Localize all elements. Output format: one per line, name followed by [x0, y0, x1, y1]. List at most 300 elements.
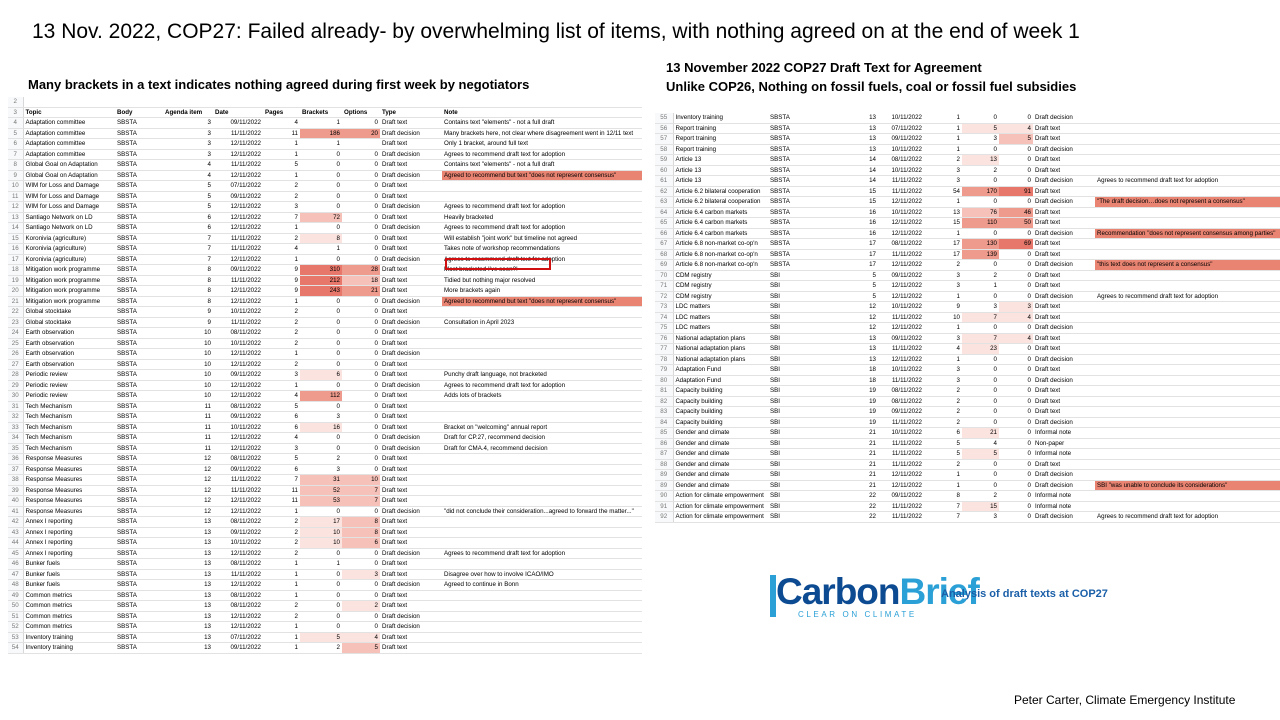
- options-cell: 8: [342, 527, 380, 538]
- pages-cell: 2: [263, 338, 300, 349]
- type-cell: Draft text: [380, 160, 442, 171]
- body-cell: SBSTA: [115, 202, 163, 213]
- note-cell: [442, 517, 642, 528]
- brackets-cell: 0: [962, 291, 999, 302]
- brackets-cell: 31: [300, 475, 342, 486]
- brackets-cell: 0: [300, 580, 342, 591]
- date-cell: 10/11/2022: [878, 365, 924, 376]
- row-number: 14: [8, 223, 23, 234]
- topic-cell: Earth observation: [23, 338, 115, 349]
- type-cell: Draft decision: [380, 433, 442, 444]
- note-cell: [442, 590, 642, 601]
- pages-cell: 1: [924, 323, 962, 334]
- options-cell: 0: [342, 296, 380, 307]
- pages-cell: 2: [263, 548, 300, 559]
- topic-cell: Adaptation committee: [23, 118, 115, 129]
- options-cell: 69: [999, 239, 1033, 250]
- type-cell: Draft decision: [1033, 512, 1095, 523]
- options-cell: 0: [342, 548, 380, 559]
- pages-cell: 3: [924, 333, 962, 344]
- agenda-cell: 13: [163, 527, 213, 538]
- brackets-cell: 0: [300, 223, 342, 234]
- date-cell: 12/11/2022: [213, 254, 263, 265]
- note-cell: [442, 464, 642, 475]
- table-row: [8, 328, 642, 339]
- options-cell: 0: [999, 396, 1033, 407]
- note-cell: Heavily bracketed: [442, 212, 642, 223]
- right-heading-line1: 13 November 2022 COP27 Draft Text for Agreement: [666, 60, 982, 75]
- options-cell: 0: [342, 443, 380, 454]
- body-cell: SBSTA: [768, 113, 830, 123]
- agenda-cell: 14: [830, 155, 878, 166]
- body-cell: SBSTA: [115, 454, 163, 465]
- date-cell: 12/11/2022: [878, 260, 924, 271]
- options-cell: 0: [342, 412, 380, 423]
- options-cell: 3: [342, 569, 380, 580]
- topic-cell: Koronivia (agriculture): [23, 233, 115, 244]
- note-cell: Agrees to recommend draft text for adoption: [1095, 512, 1280, 523]
- row-number: 7: [8, 149, 23, 160]
- table-row: [8, 496, 642, 507]
- date-cell: 12/11/2022: [878, 354, 924, 365]
- row-number: 84: [655, 417, 673, 428]
- date-cell: 08/11/2022: [878, 239, 924, 250]
- brackets-cell: 2: [300, 643, 342, 654]
- agenda-cell: 17: [830, 239, 878, 250]
- pages-cell: 7: [924, 512, 962, 523]
- body-cell: SBSTA: [115, 412, 163, 423]
- type-cell: Draft text: [380, 517, 442, 528]
- topic-cell: Article 6.4 carbon markets: [673, 228, 768, 239]
- table-row: [655, 144, 1280, 155]
- date-cell: 12/11/2022: [878, 281, 924, 292]
- table-row: [8, 643, 642, 654]
- table-row: [8, 611, 642, 622]
- agenda-cell: 10: [163, 380, 213, 391]
- table-row: [8, 527, 642, 538]
- note-cell: [1095, 113, 1280, 123]
- options-cell: 0: [999, 260, 1033, 271]
- agenda-cell: 21: [830, 438, 878, 449]
- date-cell: 10/11/2022: [878, 165, 924, 176]
- date-cell: 11/11/2022: [213, 128, 263, 139]
- table-row: [655, 396, 1280, 407]
- topic-cell: Bunker fuels: [23, 580, 115, 591]
- pages-cell: 6: [263, 422, 300, 433]
- brackets-cell: 110: [962, 218, 999, 229]
- body-cell: SBSTA: [115, 254, 163, 265]
- type-cell: Draft text: [1033, 165, 1095, 176]
- date-cell: 10/11/2022: [213, 538, 263, 549]
- note-cell: [1095, 417, 1280, 428]
- table-row: [8, 160, 642, 171]
- body-cell: SBI: [768, 449, 830, 460]
- agenda-cell: 5: [163, 191, 213, 202]
- type-cell: Draft text: [380, 632, 442, 643]
- options-cell: 0: [342, 611, 380, 622]
- body-cell: SBI: [768, 281, 830, 292]
- agenda-cell: 13: [163, 517, 213, 528]
- row-number: 40: [8, 496, 23, 507]
- date-cell: 12/11/2022: [213, 349, 263, 360]
- brackets-cell: 0: [962, 480, 999, 491]
- date-cell: 09/11/2022: [878, 407, 924, 418]
- topic-cell: Earth observation: [23, 328, 115, 339]
- table-row: [8, 233, 642, 244]
- table-row: [655, 249, 1280, 260]
- options-cell: 0: [999, 365, 1033, 376]
- brackets-cell: 23: [962, 344, 999, 355]
- brackets-cell: 0: [300, 307, 342, 318]
- date-cell: 11/11/2022: [878, 186, 924, 197]
- date-cell: 12/11/2022: [213, 380, 263, 391]
- note-cell: [1095, 144, 1280, 155]
- options-cell: 0: [342, 181, 380, 192]
- pages-cell: 1: [924, 134, 962, 145]
- type-cell: Draft text: [380, 475, 442, 486]
- body-cell: SBSTA: [768, 228, 830, 239]
- topic-cell: Koronivia (agriculture): [23, 244, 115, 255]
- pages-cell: 1: [263, 296, 300, 307]
- topic-cell: Article 6.8 non-market co-op'n: [673, 260, 768, 271]
- date-cell: 12/11/2022: [213, 443, 263, 454]
- options-cell: 18: [342, 275, 380, 286]
- brackets-cell: 130: [962, 239, 999, 250]
- body-cell: SBI: [768, 312, 830, 323]
- table-row: [8, 212, 642, 223]
- body-cell: SBSTA: [768, 155, 830, 166]
- note-cell: Agreed to recommend but text "does not represent consensus": [442, 170, 642, 181]
- type-cell: Draft text: [380, 569, 442, 580]
- row-number: 79: [655, 365, 673, 376]
- topic-cell: Gender and climate: [673, 449, 768, 460]
- note-cell: [442, 412, 642, 423]
- options-cell: 0: [999, 386, 1033, 397]
- topic-cell: WIM for Loss and Damage: [23, 181, 115, 192]
- row-number: 92: [655, 512, 673, 523]
- col-header: Brackets: [300, 107, 342, 118]
- pages-cell: 9: [263, 286, 300, 297]
- pages-cell: 2: [263, 527, 300, 538]
- row-number: 22: [8, 307, 23, 318]
- agenda-cell: 15: [830, 197, 878, 208]
- date-cell: 12/11/2022: [213, 611, 263, 622]
- date-cell: 11/11/2022: [213, 275, 263, 286]
- agenda-cell: 12: [163, 454, 213, 465]
- pages-cell: 2: [924, 407, 962, 418]
- note-cell: [1095, 270, 1280, 281]
- date-cell: 12/11/2022: [213, 622, 263, 633]
- table-row: [8, 401, 642, 412]
- table-row: [8, 317, 642, 328]
- date-cell: 09/11/2022: [213, 118, 263, 129]
- note-cell: [1095, 218, 1280, 229]
- body-cell: SBSTA: [768, 165, 830, 176]
- topic-cell: Report training: [673, 134, 768, 145]
- topic-cell: Mitigation work programme: [23, 296, 115, 307]
- body-cell: SBI: [768, 512, 830, 523]
- agenda-cell: 21: [830, 480, 878, 491]
- agenda-cell: 14: [830, 176, 878, 187]
- brackets-cell: 53: [300, 496, 342, 507]
- brackets-cell: 0: [300, 181, 342, 192]
- type-cell: Draft decision: [1033, 323, 1095, 334]
- body-cell: SBI: [768, 270, 830, 281]
- brackets-cell: 0: [300, 569, 342, 580]
- type-cell: Draft decision: [380, 349, 442, 360]
- note-cell: [1095, 396, 1280, 407]
- options-cell: [342, 139, 380, 150]
- note-cell: Draft for CP.27, recommend decision: [442, 433, 642, 444]
- agenda-cell: 13: [163, 569, 213, 580]
- table-row: [8, 244, 642, 255]
- note-cell: [1095, 470, 1280, 481]
- date-cell: 11/11/2022: [878, 312, 924, 323]
- agenda-cell: 13: [830, 354, 878, 365]
- body-cell: SBSTA: [768, 197, 830, 208]
- options-cell: 0: [342, 202, 380, 213]
- body-cell: SBI: [768, 333, 830, 344]
- row-number: 68: [655, 249, 673, 260]
- date-cell: 09/11/2022: [213, 265, 263, 276]
- body-cell: SBI: [768, 501, 830, 512]
- agenda-cell: 12: [163, 475, 213, 486]
- row-number: 53: [8, 632, 23, 643]
- topic-cell: CDM registry: [673, 281, 768, 292]
- type-cell: Draft decision: [380, 580, 442, 591]
- date-cell: 08/11/2022: [213, 328, 263, 339]
- note-cell: [1095, 501, 1280, 512]
- date-cell: 11/11/2022: [213, 244, 263, 255]
- topic-cell: Capacity building: [673, 396, 768, 407]
- table-row: [8, 601, 642, 612]
- options-cell: 0: [342, 170, 380, 181]
- note-cell: Contains text "elements" - not a full draft: [442, 118, 642, 129]
- topic-cell: Tech Mechanism: [23, 401, 115, 412]
- body-cell: SBSTA: [768, 218, 830, 229]
- agenda-cell: 3: [163, 139, 213, 150]
- options-cell: 28: [342, 265, 380, 276]
- date-cell: 12/11/2022: [213, 212, 263, 223]
- body-cell: SBSTA: [115, 569, 163, 580]
- body-cell: SBSTA: [115, 212, 163, 223]
- options-cell: 0: [999, 249, 1033, 260]
- brackets-cell: 76: [962, 207, 999, 218]
- topic-cell: National adaptation plans: [673, 354, 768, 365]
- type-cell: Draft decision: [380, 170, 442, 181]
- type-cell: Informal note: [1033, 449, 1095, 460]
- row-number: 67: [655, 239, 673, 250]
- pages-cell: 1: [924, 480, 962, 491]
- note-cell: [1095, 134, 1280, 145]
- date-cell: 07/11/2022: [213, 181, 263, 192]
- body-cell: SBSTA: [768, 239, 830, 250]
- type-cell: Draft decision: [1033, 354, 1095, 365]
- date-cell: 11/11/2022: [213, 233, 263, 244]
- body-cell: SBSTA: [115, 622, 163, 633]
- topic-cell: LDC matters: [673, 323, 768, 334]
- table-row: [655, 239, 1280, 250]
- pages-cell: 8: [924, 491, 962, 502]
- brackets-cell: 186: [300, 128, 342, 139]
- type-cell: Draft text: [380, 590, 442, 601]
- row-number: 65: [655, 218, 673, 229]
- body-cell: SBI: [768, 470, 830, 481]
- row-number: 71: [655, 281, 673, 292]
- type-cell: Draft text: [380, 328, 442, 339]
- left-table-body: [8, 118, 642, 654]
- agenda-cell: 13: [163, 611, 213, 622]
- brackets-cell: 0: [300, 202, 342, 213]
- agenda-cell: 13: [163, 580, 213, 591]
- note-cell: Disagree over how to involve ICAO/IMO: [442, 569, 642, 580]
- row-number: 24: [8, 328, 23, 339]
- type-cell: Draft decision: [380, 548, 442, 559]
- brackets-cell: 0: [300, 433, 342, 444]
- brackets-cell: 0: [962, 407, 999, 418]
- options-cell: 0: [999, 270, 1033, 281]
- type-cell: Draft text: [380, 401, 442, 412]
- agenda-cell: 9: [163, 317, 213, 328]
- note-cell: [442, 401, 642, 412]
- row-number: 89: [655, 480, 673, 491]
- type-cell: Draft text: [380, 181, 442, 192]
- row-number: 5: [8, 128, 23, 139]
- agenda-cell: 8: [163, 286, 213, 297]
- pages-cell: 1: [924, 197, 962, 208]
- brackets-cell: 310: [300, 265, 342, 276]
- note-cell: [1095, 333, 1280, 344]
- row-number: 26: [8, 349, 23, 360]
- pages-cell: 54: [924, 186, 962, 197]
- pages-cell: 1: [263, 223, 300, 234]
- topic-cell: Article 6.4 carbon markets: [673, 207, 768, 218]
- topic-cell: National adaptation plans: [673, 344, 768, 355]
- date-cell: 09/11/2022: [878, 333, 924, 344]
- brackets-cell: 0: [962, 459, 999, 470]
- options-cell: 20: [342, 128, 380, 139]
- options-cell: 0: [342, 118, 380, 129]
- table-row: [8, 202, 642, 213]
- row-number: 43: [8, 527, 23, 538]
- row-number: 74: [655, 312, 673, 323]
- options-cell: 0: [999, 113, 1033, 123]
- note-cell: [442, 601, 642, 612]
- options-cell: 0: [342, 349, 380, 360]
- note-cell: [1095, 344, 1280, 355]
- topic-cell: Report training: [673, 144, 768, 155]
- agenda-cell: 22: [830, 491, 878, 502]
- options-cell: 0: [342, 622, 380, 633]
- pages-cell: 1: [263, 580, 300, 591]
- date-cell: 12/11/2022: [213, 433, 263, 444]
- topic-cell: Capacity building: [673, 417, 768, 428]
- brackets-cell: 8: [300, 233, 342, 244]
- left-spreadsheet: [8, 97, 642, 651]
- agenda-cell: 22: [830, 512, 878, 523]
- table-row: [655, 449, 1280, 460]
- brackets-cell: 16: [300, 422, 342, 433]
- agenda-cell: 7: [163, 233, 213, 244]
- agenda-cell: 7: [163, 244, 213, 255]
- body-cell: SBSTA: [115, 464, 163, 475]
- brackets-cell: 1: [962, 281, 999, 292]
- options-cell: 0: [999, 407, 1033, 418]
- pages-cell: 4: [263, 433, 300, 444]
- agenda-cell: 13: [830, 144, 878, 155]
- brackets-cell: 0: [300, 170, 342, 181]
- note-cell: "The draft decision…does not represent a consensus": [1095, 197, 1280, 208]
- pages-cell: 2: [924, 417, 962, 428]
- table-row: [655, 312, 1280, 323]
- pages-cell: 2: [924, 459, 962, 470]
- note-cell: Adds lots of brackets: [442, 391, 642, 402]
- body-cell: SBSTA: [768, 176, 830, 187]
- body-cell: SBSTA: [115, 548, 163, 559]
- date-cell: 10/11/2022: [878, 428, 924, 439]
- agenda-cell: 11: [163, 422, 213, 433]
- pages-cell: 11: [263, 128, 300, 139]
- pages-cell: 1: [263, 149, 300, 160]
- pages-cell: 6: [263, 464, 300, 475]
- topic-cell: Article 13: [673, 155, 768, 166]
- table-row: [8, 275, 642, 286]
- body-cell: SBSTA: [115, 296, 163, 307]
- row-number: 54: [8, 643, 23, 654]
- topic-cell: Action for climate empowerment: [673, 491, 768, 502]
- pages-cell: 1: [924, 228, 962, 239]
- table-row: [8, 517, 642, 528]
- table-row: [655, 407, 1280, 418]
- options-cell: 0: [342, 580, 380, 591]
- logo-word-brief: Brief: [899, 571, 979, 612]
- logo-caption: Analysis of draft texts at COP27: [941, 588, 1108, 600]
- date-cell: 11/11/2022: [878, 459, 924, 470]
- brackets-cell: 0: [300, 611, 342, 622]
- agenda-cell: 8: [163, 296, 213, 307]
- options-cell: 0: [999, 281, 1033, 292]
- table-row: [8, 485, 642, 496]
- date-cell: 12/11/2022: [213, 139, 263, 150]
- type-cell: Draft text: [380, 454, 442, 465]
- row-number: 27: [8, 359, 23, 370]
- pages-cell: 5: [263, 454, 300, 465]
- agenda-cell: 5: [830, 291, 878, 302]
- row-number: 34: [8, 433, 23, 444]
- row-number: 39: [8, 485, 23, 496]
- row-number: 73: [655, 302, 673, 313]
- date-cell: 11/11/2022: [213, 160, 263, 171]
- topic-cell: Adaptation committee: [23, 139, 115, 150]
- brackets-cell: 13: [962, 155, 999, 166]
- brackets-cell: 5: [962, 123, 999, 134]
- body-cell: SBSTA: [115, 559, 163, 570]
- body-cell: SBSTA: [115, 422, 163, 433]
- note-cell: Tidied but nothing major resolved: [442, 275, 642, 286]
- options-cell: 0: [999, 438, 1033, 449]
- topic-cell: LDC matters: [673, 312, 768, 323]
- date-cell: 07/11/2022: [213, 632, 263, 643]
- brackets-cell: 0: [962, 375, 999, 386]
- row-number: 80: [655, 375, 673, 386]
- topic-cell: Response Measures: [23, 496, 115, 507]
- pages-cell: 1: [924, 470, 962, 481]
- topic-cell: WIM for Loss and Damage: [23, 191, 115, 202]
- type-cell: Draft text: [380, 601, 442, 612]
- agenda-cell: 15: [830, 186, 878, 197]
- date-cell: 11/11/2022: [878, 417, 924, 428]
- agenda-cell: 19: [830, 386, 878, 397]
